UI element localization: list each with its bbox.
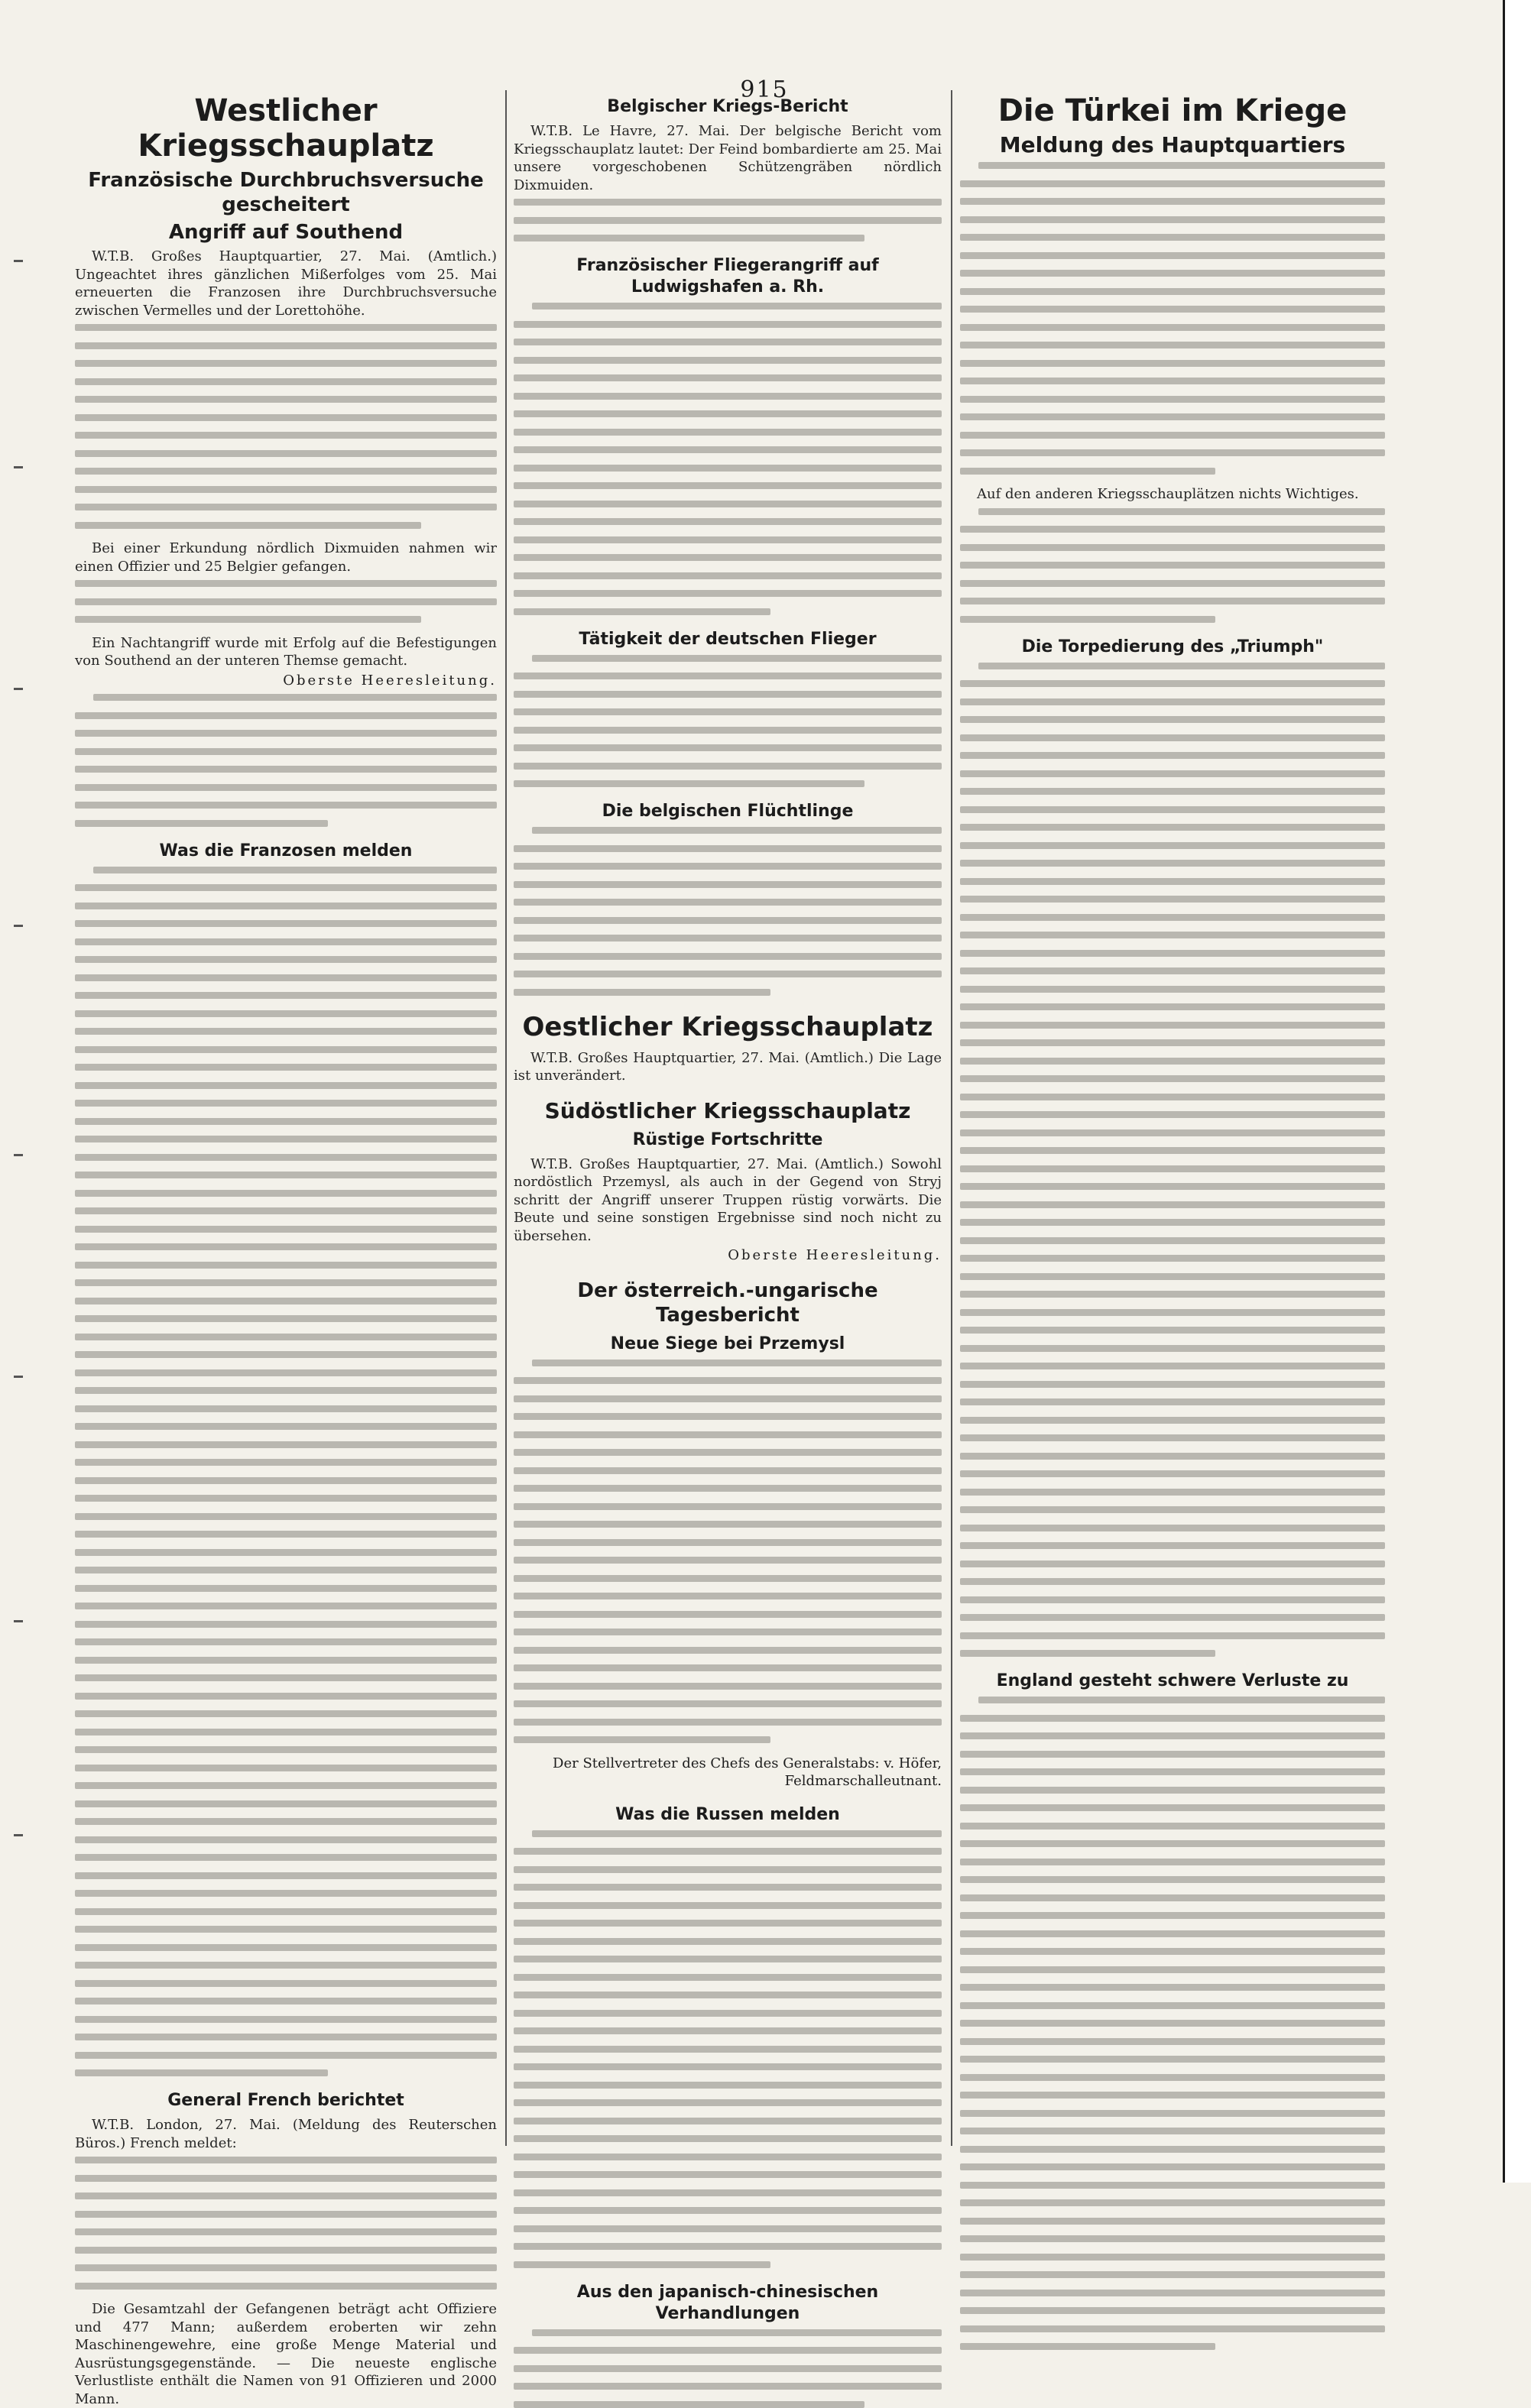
- article-title: Die Türkei im Kriege: [997, 93, 1348, 128]
- section-heading: Französischer Fliegerangriff auf Ludwigshafen a. Rh.: [576, 256, 879, 297]
- section-heading: Die Torpedierung des „Triumph": [1021, 637, 1324, 656]
- section-heading: General French berichtet: [167, 2091, 404, 2110]
- article-title: Südöstlicher Kriegsschauplatz: [544, 1097, 911, 1123]
- unreadable-text-block: [960, 1697, 1385, 2350]
- page-number: 915: [740, 76, 789, 103]
- article-southeastern-front: [514, 1099, 942, 1265]
- section-heading: Aus den japanisch-chinesischen Verhandlungen: [576, 2282, 879, 2323]
- section-heading: Tätigkeit der deutschen Flieger: [579, 629, 877, 649]
- unreadable-text-block: [514, 2329, 942, 2408]
- column-left: [75, 90, 497, 2407]
- article-england-losses: [960, 1671, 1385, 2350]
- article-subtitle: Französische Durchbruchsversuche gescheitert: [88, 169, 484, 216]
- article-subtitle: Rüstige Fortschritte: [632, 1129, 823, 1149]
- column-rule: [505, 90, 507, 2146]
- signature: Der Stellvertreter des Chefs des Generalstabs: v. Höfer, Feldmarschalleutnant.: [553, 1755, 942, 1789]
- article-triumph: [960, 637, 1385, 1658]
- column-rule: [951, 90, 952, 2146]
- article-paragraph: Ein Nachtangriff wurde mit Erfolg auf die Befestigungen von Southend an der unteren Themse gemacht.: [75, 634, 497, 669]
- article-title: Westlicher Kriegsschauplatz: [138, 93, 434, 164]
- unreadable-text-block: [514, 1360, 942, 1744]
- unreadable-text-block: [75, 867, 497, 2077]
- unreadable-text-block: [960, 663, 1385, 1658]
- article-japan-china: [514, 2282, 942, 2408]
- article-austro-hungarian-report: [514, 1279, 942, 1791]
- left-margin-marks: [6, 229, 37, 1911]
- unreadable-text-block: [75, 694, 497, 827]
- article-belgian-report: [514, 96, 942, 241]
- article-german-fliers: [514, 629, 942, 788]
- column-right: [960, 90, 1385, 2146]
- article-western-front: [75, 93, 497, 827]
- unreadable-text-block: [75, 2157, 497, 2290]
- unreadable-text-block: [960, 162, 1385, 475]
- article-subtitle: Angriff auf Southend: [168, 221, 404, 244]
- section-heading: Der österreich.-ungarische Tagesbericht: [577, 1279, 878, 1327]
- article-paragraph: W.T.B. Großes Hauptquartier, 27. Mai. (Amtlich.) Ungeachtet ihres gänzlichen Mißerfolges vom 25. Mai erneuerten die Franzosen ihre Durchbruchsversuche zwischen Vermelles und der Lorettohöhe.: [75, 248, 497, 319]
- article-paragraph: W.T.B. Großes Hauptquartier, 27. Mai. (Amtlich.) Die Lage ist unverändert.: [514, 1049, 942, 1084]
- section-heading: Was die Franzosen melden: [159, 841, 413, 860]
- article-paragraph: W.T.B. London, 27. Mai. (Meldung des Reuterschen Büros.) French meldet:: [75, 2117, 497, 2151]
- article-belgian-refugees: [514, 801, 942, 996]
- section-heading: Die belgischen Flüchtlinge: [602, 802, 854, 821]
- section-heading: England gesteht schwere Verluste zu: [996, 1671, 1349, 1690]
- article-ludwigshafen: [514, 255, 942, 615]
- signature: Oberste Heeresleitung.: [728, 1247, 942, 1263]
- section-heading: Belgischer Kriegs-Bericht: [607, 97, 848, 116]
- article-paragraph: W.T.B. Le Havre, 27. Mai. Der belgische Bericht vom Kriegsschauplatz lautet: Der Feind bombardierte am 25. Mai unsere vorgeschobenen Schützengräben nördlich Dixmuiden.: [514, 123, 942, 193]
- article-eastern-front: [514, 1010, 942, 1085]
- article-turkey: [960, 93, 1385, 623]
- unreadable-text-block: [75, 324, 497, 529]
- section-subheading: Neue Siege bei Przemysl: [610, 1334, 845, 1353]
- article-french-report: [75, 841, 497, 2077]
- unreadable-text-block: [514, 655, 942, 788]
- article-russian-report: [514, 1804, 942, 2268]
- section-heading: Was die Russen melden: [615, 1804, 840, 1824]
- article-subtitle: Meldung des Hauptquartiers: [999, 132, 1346, 157]
- page-edge: [1503, 0, 1531, 2183]
- article-paragraph: Bei einer Erkundung nördlich Dixmuiden nahmen wir einen Offizier und 25 Belgier gefangen.: [75, 540, 497, 575]
- unreadable-text-block: [960, 508, 1385, 623]
- unreadable-text-block: [514, 1830, 942, 2268]
- unreadable-text-block: [514, 827, 942, 996]
- article-paragraph: Die Gesamtzahl der Gefangenen beträgt acht Offiziere und 477 Mann; außerdem eroberten wir zehn Maschinengewehre, eine große Menge Material und Ausrüstungsgegenstände. — Die neueste englische Verlustliste enthält die Namen von 91 Offizieren und 2000 Mann.: [75, 2301, 497, 2407]
- article-paragraph: Auf den anderen Kriegsschauplätzen nichts Wichtiges.: [977, 486, 1359, 502]
- article-title: Oestlicher Kriegsschauplatz: [522, 1011, 933, 1042]
- article-general-french: [75, 2090, 497, 2408]
- column-middle: [514, 90, 942, 2323]
- unreadable-text-block: [75, 580, 497, 623]
- article-paragraph: W.T.B. Großes Hauptquartier, 27. Mai. (Amtlich.) Sowohl nordöstlich Przemysl, als auch in der Gegend von Stryj schritt der Angriff unserer Truppen rüstig vorwärts. Die Beute und seine sonstigen Ergebnisse sind noch nicht zu übersehen.: [514, 1155, 942, 1244]
- unreadable-text-block: [514, 303, 942, 615]
- signature: Oberste Heeresleitung.: [283, 672, 497, 689]
- unreadable-text-block: [514, 199, 942, 241]
